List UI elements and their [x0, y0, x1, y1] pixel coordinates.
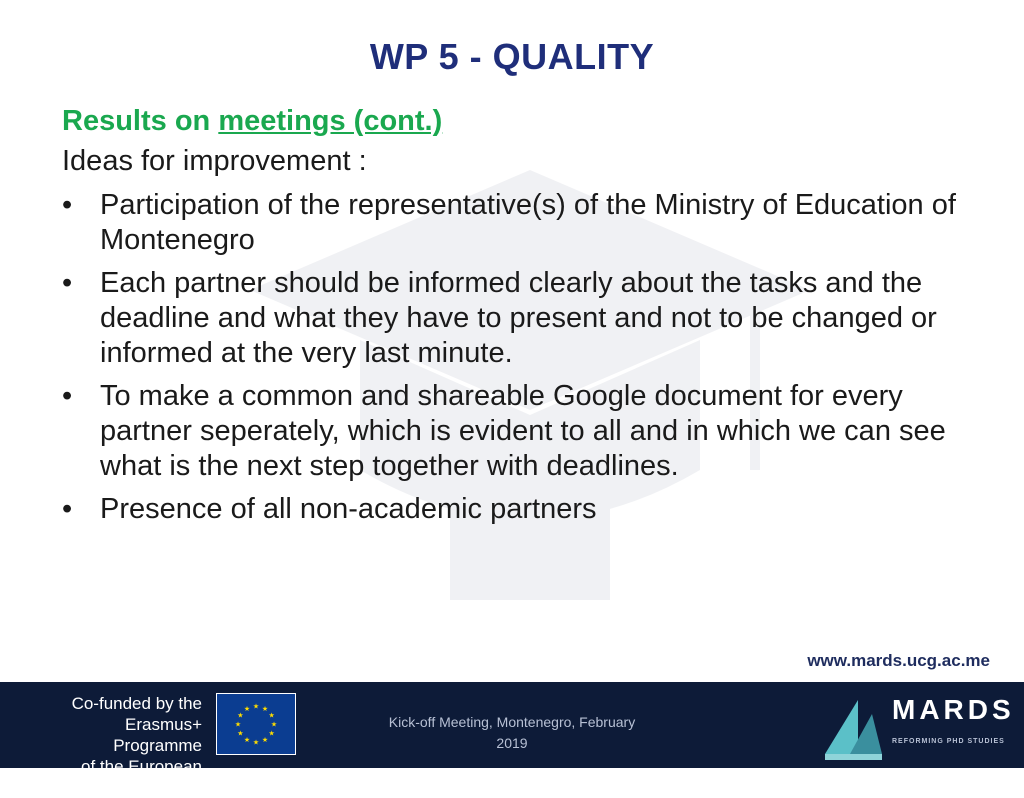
eu-star-icon: ★ — [243, 737, 251, 745]
eu-flag-icon — [217, 694, 295, 754]
website-url[interactable]: www.mards.ucg.ac.me — [807, 651, 990, 670]
eu-star-icon: ★ — [270, 721, 278, 729]
list-item — [62, 266, 972, 371]
list-item — [62, 188, 972, 258]
slide-content — [62, 102, 972, 527]
list-item-text: Each partner should be informed clearly about the tasks and the deadline and what they have to present and not to be changed or informed at the very last minute. — [100, 267, 937, 369]
eu-star-icon: ★ — [252, 703, 260, 711]
cofunded-line-3: of the European Union — [81, 757, 202, 797]
bullet-icon: • — [62, 493, 73, 525]
eu-star-icon: ★ — [252, 739, 260, 747]
eu-star-icon: ★ — [234, 721, 242, 729]
improvement-list — [62, 188, 972, 527]
list-item — [62, 492, 972, 527]
event-caption — [362, 712, 662, 754]
list-item-text: Presence of all non-academic partners — [100, 493, 597, 525]
footer-bar — [0, 682, 1024, 797]
event-line-1: Kick-off Meeting, Montenegro, February — [388, 714, 636, 730]
event-line-2: 2019 — [496, 735, 528, 751]
cofunded-line-2: Erasmus+ Programme — [113, 715, 202, 755]
meetings-link[interactable]: meetings (cont.) — [218, 105, 443, 137]
subtitle-prefix: Results on — [62, 105, 219, 137]
eu-star-icon: ★ — [237, 712, 244, 720]
mards-logo-tagline: REFORMING PHD STUDIES — [892, 738, 1005, 745]
section-subtitle — [62, 102, 972, 140]
list-item-text: Participation of the representative(s) of the Ministry of Education of Montenegro — [100, 189, 956, 256]
mards-logo-name: MARDS — [892, 694, 1015, 725]
eu-star-icon: ★ — [261, 737, 269, 745]
eu-star-icon: ★ — [261, 705, 269, 713]
list-item — [62, 379, 972, 484]
ideas-intro: Ideas for improvement : — [62, 145, 367, 177]
cofunded-text — [34, 693, 202, 798]
slide-title: WP 5 - QUALITY — [369, 36, 655, 77]
bullet-icon: • — [62, 189, 73, 221]
eu-star-icon: ★ — [268, 730, 275, 738]
bullet-icon: • — [62, 267, 73, 299]
cofunded-line-1: Co-funded by the — [71, 694, 202, 713]
eu-star-icon: ★ — [268, 712, 275, 720]
mards-logo — [820, 692, 1015, 762]
eu-star-icon: ★ — [243, 705, 251, 713]
mards-logo-icon — [820, 692, 890, 762]
bullet-icon: • — [62, 380, 73, 412]
eu-star-icon: ★ — [237, 730, 244, 738]
list-item-text: To make a common and shareable Google document for every partner seperately, which is evident to all and in which we can see what is the next step together with deadlines. — [100, 380, 946, 482]
